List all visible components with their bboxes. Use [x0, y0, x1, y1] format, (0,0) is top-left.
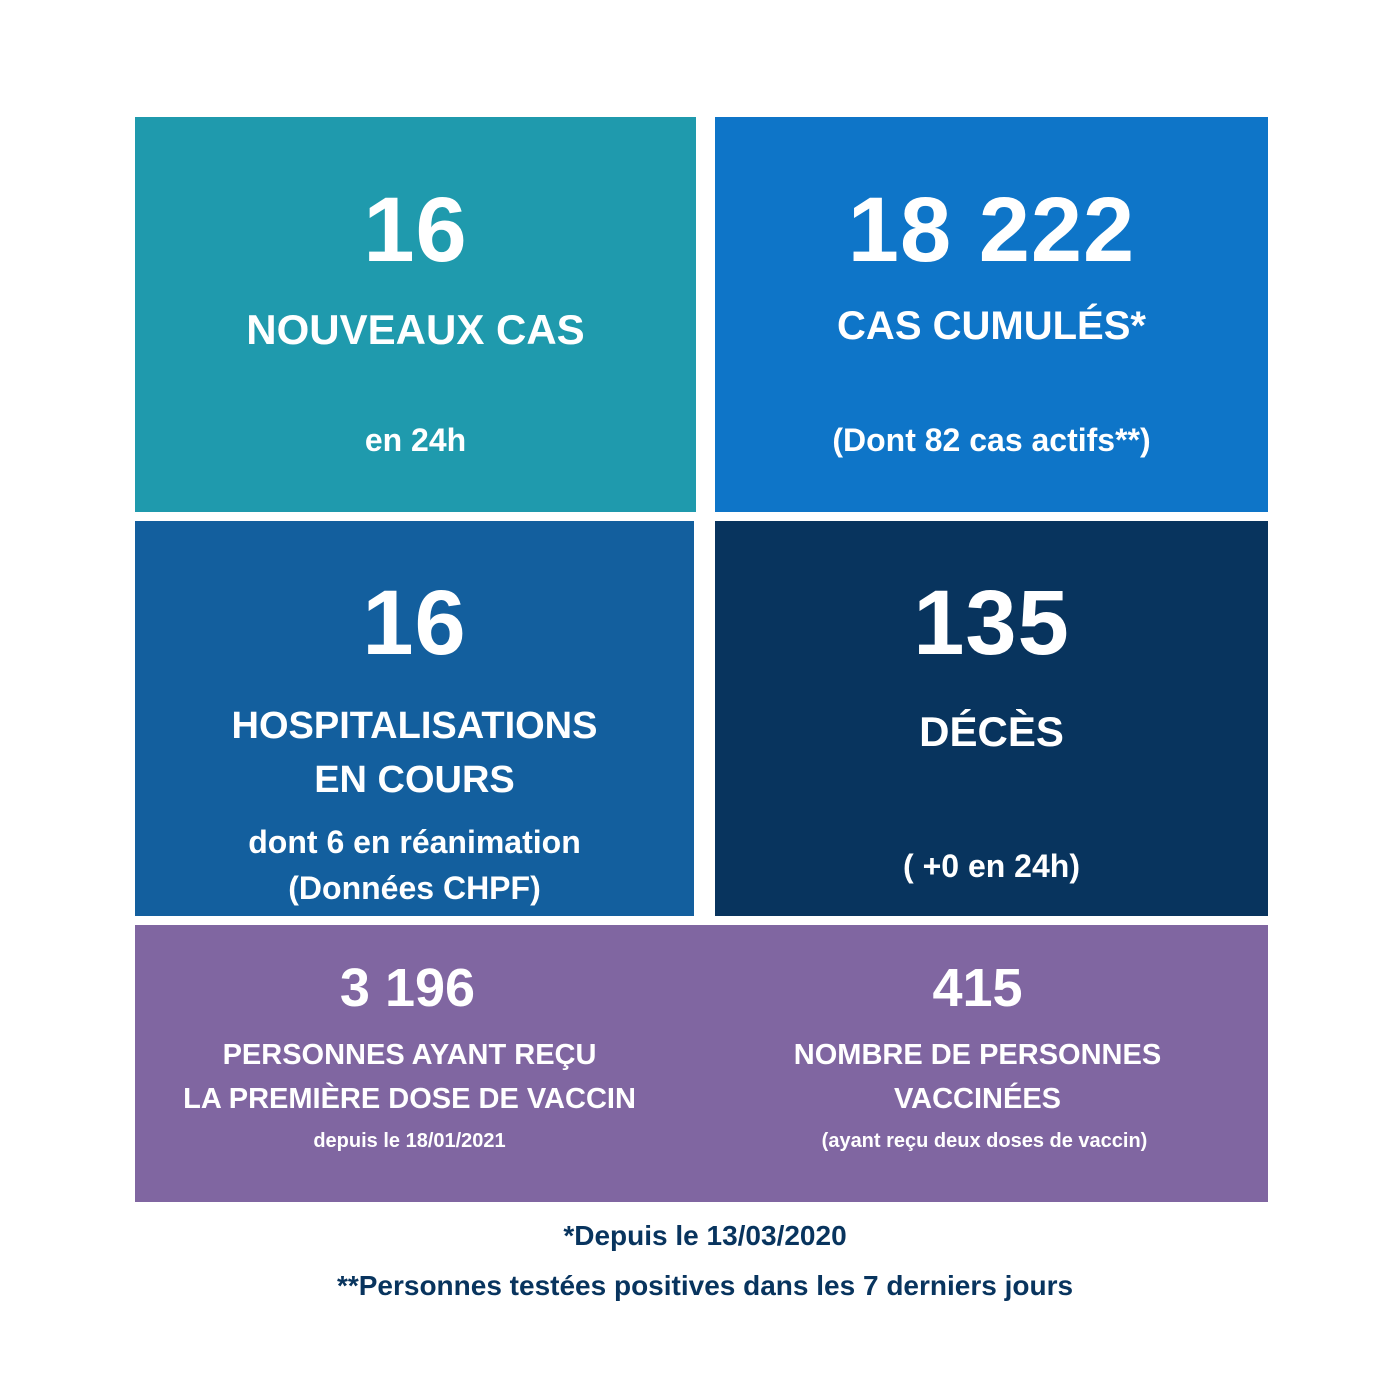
first-dose-label — [157, 1033, 662, 1121]
vaccination-panel — [135, 925, 1268, 1202]
first-dose-since: depuis le 18/01/2021 — [313, 1130, 506, 1152]
new-cases-tile — [135, 117, 696, 512]
first-dose-value: 3 196 — [339, 958, 476, 1018]
fully-vaccinated-label-line1: NOMBRE DE PERSONNES — [793, 1039, 1162, 1071]
icu-note: dont 6 en réanimation — [248, 824, 581, 860]
deaths-value: 135 — [913, 572, 1070, 674]
first-dose-label-line1: PERSONNES AYANT REÇU — [222, 1039, 597, 1071]
first-dose-label-line2: LA PREMIÈRE DOSE DE VACCIN — [183, 1083, 636, 1115]
first-dose-block — [157, 925, 662, 1202]
fully-vaccinated-value: 415 — [932, 958, 1023, 1018]
fully-vaccinated-block — [725, 925, 1230, 1202]
hospitalisations-detail — [135, 819, 694, 911]
deaths-label: DÉCÈS — [919, 708, 1064, 755]
fully-vaccinated-label-line2: VACCINÉES — [893, 1083, 1062, 1115]
hospitalisations-tile — [135, 521, 694, 916]
cumulative-cases-tile — [715, 117, 1268, 512]
deaths-24h-note: ( +0 en 24h) — [903, 848, 1080, 884]
fully-vaccinated-note: (ayant reçu deux doses de vaccin) — [821, 1130, 1148, 1152]
data-source-note: (Données CHPF) — [288, 870, 541, 906]
hospitalisations-label-line1: HOSPITALISATIONS — [231, 705, 598, 747]
footnote-since-date: *Depuis le 13/03/2020 — [563, 1220, 847, 1251]
footnote-active-definition: **Personnes testées positives dans les 7 derniers jours — [336, 1270, 1074, 1301]
cumulative-cases-value: 18 222 — [847, 179, 1136, 281]
hospitalisations-label-line2: EN COURS — [314, 759, 515, 801]
hospitalisations-value: 16 — [362, 572, 467, 674]
new-cases-period: en 24h — [364, 422, 467, 458]
new-cases-label: NOUVEAUX CAS — [246, 306, 585, 353]
fully-vaccinated-label — [725, 1033, 1230, 1121]
hospitalisations-label — [135, 699, 694, 807]
new-cases-value: 16 — [363, 179, 468, 281]
cumulative-cases-label: CAS CUMULÉS* — [837, 304, 1146, 348]
active-cases-note: (Dont 82 cas actifs**) — [832, 422, 1151, 458]
deaths-tile — [715, 521, 1268, 916]
